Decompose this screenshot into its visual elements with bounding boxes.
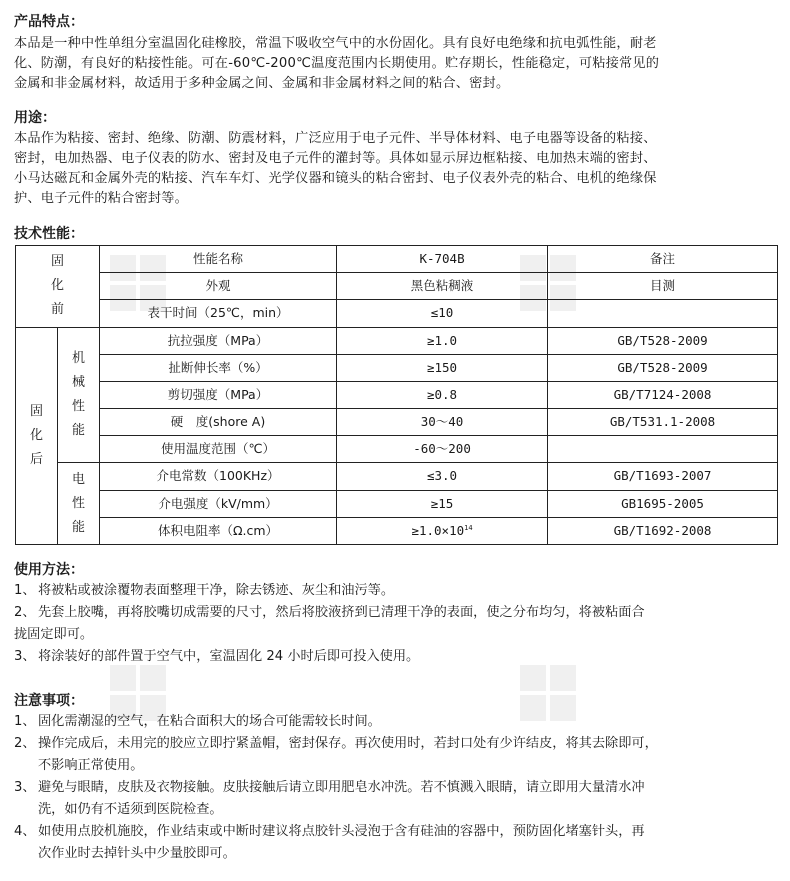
elec-char: 能: [72, 519, 86, 535]
cell-note: GB/T531.1-2008: [548, 409, 778, 436]
cell-note: GB/T528-2009: [548, 354, 778, 381]
item-number: 1、: [14, 583, 36, 598]
cell-name: 抗拉强度（MPa）: [100, 327, 337, 354]
cell-note: 目测: [548, 273, 778, 300]
table-row: [16, 463, 778, 490]
notes-title: 注意事项：: [14, 693, 84, 709]
header-note: 备注: [548, 246, 778, 273]
cell-name: 扯断伸长率（%）: [100, 354, 337, 381]
table-row: [16, 436, 778, 463]
item-line: 避免与眼睛，皮肤及衣物接触。皮肤接触后请立即用肥皂水冲洗。若不慎溅入眼睛，请立即用大量清水冲: [38, 780, 645, 795]
cell-value: ≥0.8: [337, 381, 548, 408]
cell-note: GB/T1692-2008: [548, 517, 778, 544]
mech-char: 机: [72, 350, 86, 366]
cell-value: 30～40: [337, 409, 548, 436]
cell-value: ≤10: [337, 300, 548, 327]
table-row: [16, 300, 778, 327]
list-item: [14, 777, 784, 821]
group-label-before: [16, 246, 100, 328]
mech-char: 能: [72, 422, 86, 438]
resistivity-base: ≥1.0×10: [411, 522, 465, 538]
header-name: 性能名称: [100, 246, 337, 273]
table-row: [16, 354, 778, 381]
item-line: 次作业时去掉针头中少量胶即可。: [38, 846, 236, 861]
cell-name: 使用温度范围（℃）: [100, 436, 337, 463]
list-item: [14, 646, 784, 668]
item-line: 固化需潮湿的空气，在粘合面积大的场合可能需较长时间。: [38, 714, 381, 729]
table-row: [16, 490, 778, 517]
cell-name: 体积电阻率（Ω.cm）: [100, 517, 337, 544]
features-paragraph: [14, 34, 778, 94]
list-item: [14, 602, 784, 646]
item-number: 3、: [14, 649, 36, 664]
cell-value: ≥1.0: [337, 327, 548, 354]
group-before-char: 化: [51, 278, 65, 294]
subgroup-mechanical: [58, 327, 100, 463]
group-after-char: 后: [29, 451, 43, 467]
cell-name: 剪切强度（MPa）: [100, 381, 337, 408]
cell-note: [548, 300, 778, 327]
cell-name: 介电强度（kV/mm）: [100, 490, 337, 517]
cell-note: GB1695-2005: [548, 490, 778, 517]
cell-name: 硬 度(shore A): [100, 409, 337, 436]
method-list: [14, 580, 784, 668]
item-line: 拢固定即可。: [14, 627, 94, 642]
cell-note: GB/T528-2009: [548, 327, 778, 354]
item-number: 2、: [14, 736, 36, 751]
cell-value: -60～200: [337, 436, 548, 463]
cell-note: GB/T7124-2008: [548, 381, 778, 408]
group-before-char: 固: [51, 254, 65, 270]
table-row: [16, 273, 778, 300]
mech-char: 性: [72, 398, 86, 414]
list-item: [14, 733, 784, 777]
group-after-char: 化: [29, 427, 43, 443]
item-line: 将被粘或被涂覆物表面整理干净，除去锈迹、灰尘和油污等。: [38, 583, 395, 598]
features-line: 化、防潮，有良好的粘接性能。可在-60℃-200℃温度范围内长期使用。贮存期长，性能稳定，可粘接常见的: [14, 56, 660, 71]
item-number: 2、: [14, 605, 36, 620]
table-row: [16, 409, 778, 436]
notes-list: [14, 711, 784, 865]
item-number: 4、: [14, 824, 36, 839]
subgroup-electrical: [58, 463, 100, 545]
table-row: [16, 327, 778, 354]
item-line: 不影响正常使用。: [38, 758, 144, 773]
item-number: 1、: [14, 714, 36, 729]
tech-title: 技术性能：: [14, 226, 84, 242]
table-row: [16, 246, 778, 273]
usage-line: 密封，电加热器、电子仪表的防水、密封及电子元件的灌封等。具体如显示屏边框粘接、电加热末端的密封、: [14, 151, 657, 166]
cell-value: ≤3.0: [337, 463, 548, 490]
item-line: 先套上胶嘴，再将胶嘴切成需要的尺寸，然后将胶液挤到已清理干净的表面，使之分布均匀，将被粘面合: [38, 605, 645, 620]
elec-char: 性: [72, 495, 86, 511]
group-label-after: [16, 327, 58, 544]
usage-paragraph: [14, 129, 778, 209]
resistivity-exponent: 14: [464, 523, 473, 532]
cell-name: 表干时间（25℃，min）: [100, 300, 337, 327]
cell-note: GB/T1693-2007: [548, 463, 778, 490]
table-row: [16, 381, 778, 408]
features-line: 本品是一种中性单组分室温固化硅橡胶，常温下吸收空气中的水份固化。具有良好电绝缘和抗电弧性能，耐老: [14, 36, 657, 51]
header-value: K-704B: [337, 246, 548, 273]
item-line: 如使用点胶机施胶，作业结束或中断时建议将点胶针头浸泡于含有硅油的容器中，预防固化堵塞针头，再: [38, 824, 645, 839]
cell-value: ≥150: [337, 354, 548, 381]
features-title: 产品特点：: [14, 14, 84, 30]
group-before-char: 前: [51, 302, 65, 318]
group-after-char: 固: [29, 403, 43, 419]
usage-line: 小马达磁瓦和金属外壳的粘接、汽车车灯、光学仪器和镜头的粘合密封、电子仪表外壳的粘合、电机的绝缘保: [14, 171, 657, 186]
usage-line: 本品作为粘接、密封、绝缘、防潮、防震材料，广泛应用于电子元件、半导体材料、电子电器等设备的粘接、: [14, 131, 657, 146]
cell-value: [337, 517, 548, 544]
cell-value: ≥15: [337, 490, 548, 517]
item-line: 洗，如仍有不适须到医院检查。: [38, 802, 223, 817]
cell-name: 介电常数（100KHz）: [100, 463, 337, 490]
tech-spec-table: [15, 245, 778, 545]
cell-value: 黑色粘稠液: [337, 273, 548, 300]
list-item: [14, 711, 784, 733]
cell-note: [548, 436, 778, 463]
item-line: 操作完成后，未用完的胶应立即拧紧盖帽，密封保存。再次使用时，若封口处有少许结皮，将其去除即可，: [38, 736, 658, 751]
table-row: [16, 517, 778, 544]
list-item: [14, 821, 784, 865]
usage-title: 用途：: [14, 110, 56, 126]
elec-char: 电: [72, 471, 86, 487]
item-number: 3、: [14, 780, 36, 795]
method-title: 使用方法：: [14, 562, 84, 578]
usage-line: 护、电子元件的粘合密封等。: [14, 191, 189, 206]
list-item: [14, 580, 784, 602]
mech-char: 械: [72, 374, 86, 390]
cell-name: 外观: [100, 273, 337, 300]
item-line: 将涂装好的部件置于空气中，室温固化 24 小时后即可投入使用。: [38, 649, 420, 664]
features-line: 金属和非金属材料，故适用于多种金属之间、金属和非金属材料之间的粘合、密封。: [14, 76, 510, 91]
